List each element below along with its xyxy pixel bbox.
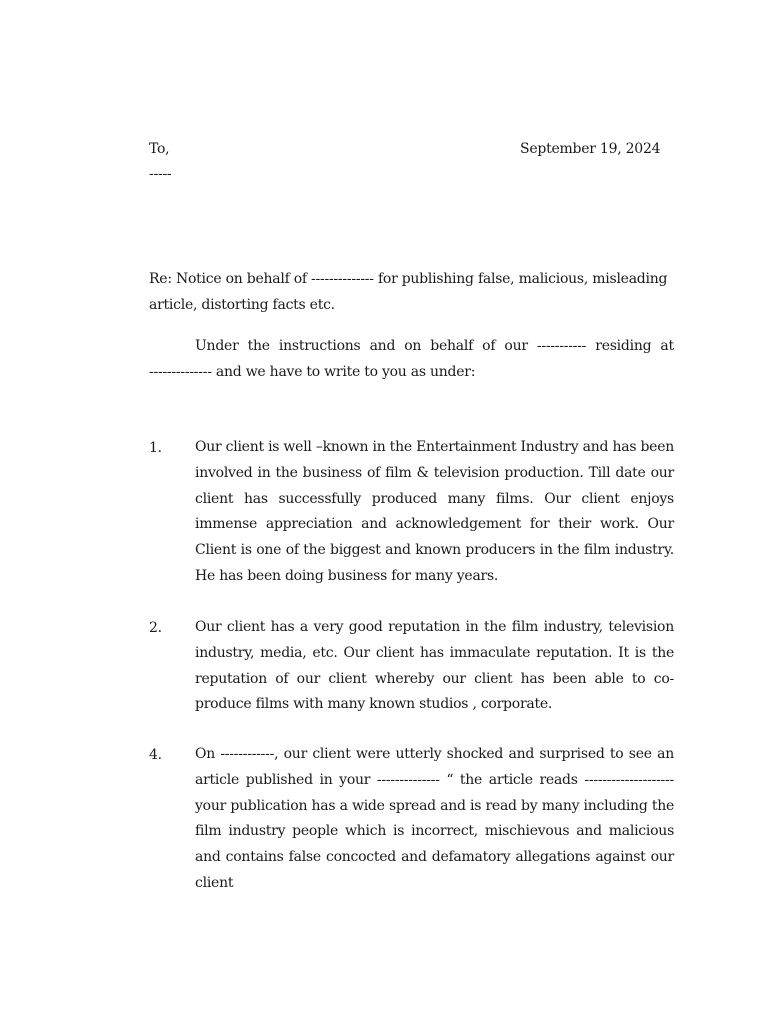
intro-word: our — [504, 338, 528, 354]
intro-word: behalf — [430, 338, 474, 354]
numbered-paragraph — [149, 615, 674, 718]
intro-line-2: -------------- and we have to write to you as under: — [149, 364, 476, 380]
intro-word: residing — [595, 338, 652, 354]
addressee-placeholder: ----- — [149, 166, 172, 182]
intro-word: on — [404, 338, 422, 354]
intro-word: and — [369, 338, 396, 354]
paragraph-text: Our client has a very good reputation in the film industry, television industry, media, etc. Our client has immaculate reputation. It is the reputation of our client whereby our client has been able to co-produce films with many known studios , corporate. — [195, 619, 674, 713]
intro-paragraph — [149, 333, 674, 385]
intro-word: of — [482, 338, 496, 354]
intro-word: Under — [195, 338, 239, 354]
paragraph-text: On ------------, our client were utterly shocked and surprised to see an article published in your -------------- “ the article reads -------------------- your publication has a wide spread and is read by many including the film industry people which is incorrect, mischievous and malicious and contains false concocted and defamatory allegations against our client — [195, 746, 674, 891]
intro-word: the — [247, 338, 270, 354]
intro-line-1 — [149, 333, 674, 359]
numbered-paragraph — [149, 435, 674, 590]
paragraph-text: Our client is well –known in the Entertainment Industry and has been involved in the business of film & television production. Till date our client has successfully produced many films. Our client enjoys immense appreciation and acknowledgement for their work. Our Client is one of the biggest and known producers in the film industry. He has been doing business for many years. — [195, 439, 674, 584]
intro-word: instructions — [278, 338, 361, 354]
intro-word: ----------- — [536, 338, 587, 354]
paragraph-number: 4. — [149, 747, 162, 763]
subject-line: Re: Notice on behalf of -------------- for publishing false, malicious, misleading article, distorting facts etc. — [149, 271, 668, 313]
addressee-label: To, — [149, 141, 170, 157]
numbered-paragraph — [149, 742, 674, 897]
intro-word: at — [660, 338, 674, 354]
paragraph-number: 2. — [149, 620, 162, 636]
paragraph-number: 1. — [149, 440, 162, 456]
letter-date: September 19, 2024 — [520, 141, 661, 157]
